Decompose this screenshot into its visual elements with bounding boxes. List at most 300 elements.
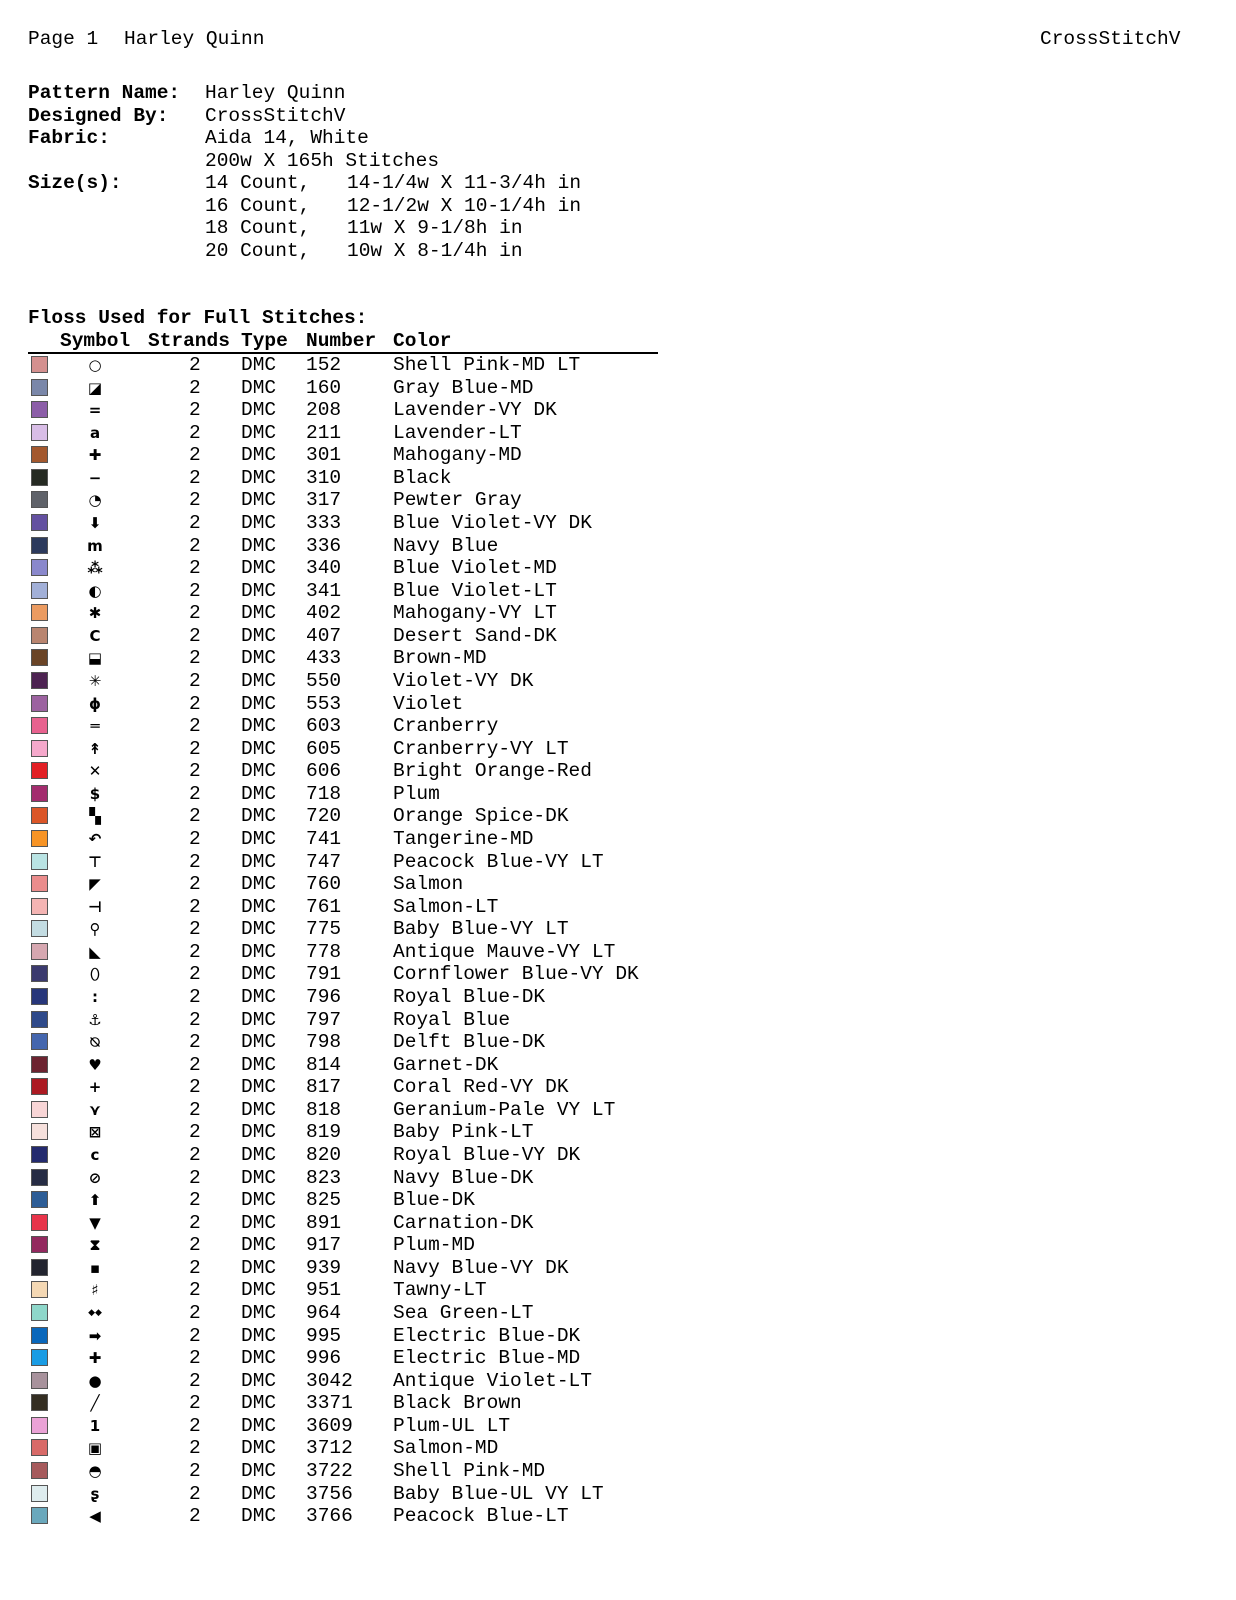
floss-type: DMC <box>241 1414 277 1437</box>
strands: 2 <box>189 1053 201 1076</box>
floss-type: DMC <box>241 399 277 422</box>
strands: 2 <box>189 1166 201 1189</box>
strands: 2 <box>189 399 201 422</box>
table-row <box>0 580 700 602</box>
floss-number: 336 <box>306 534 342 557</box>
color-name: Violet <box>393 692 464 715</box>
color-swatch <box>31 491 48 508</box>
strands: 2 <box>189 557 201 580</box>
strands: 2 <box>189 1279 201 1302</box>
color-swatch <box>31 853 48 870</box>
color-swatch <box>31 1169 48 1186</box>
strands: 2 <box>189 827 201 850</box>
stitch-symbol-icon: ◐ <box>88 581 102 600</box>
table-row <box>0 467 700 489</box>
color-name: Blue Violet-LT <box>393 579 557 602</box>
stitch-symbol-icon: ◓ <box>88 1461 102 1480</box>
floss-number: 817 <box>306 1076 342 1099</box>
color-name: Royal Blue-VY DK <box>393 1143 581 1166</box>
table-row <box>0 647 700 669</box>
table-row <box>0 693 700 715</box>
floss-number: 3042 <box>306 1369 353 1392</box>
color-swatch <box>31 559 48 576</box>
floss-number: 3609 <box>306 1414 353 1437</box>
stitch-symbol-icon: ◤ <box>89 875 101 894</box>
color-name: Cranberry <box>393 715 499 738</box>
color-swatch <box>31 1417 48 1434</box>
table-row <box>0 1009 700 1031</box>
floss-type: DMC <box>241 1031 277 1054</box>
table-row <box>0 399 700 421</box>
strands: 2 <box>189 873 201 896</box>
table-row <box>0 760 700 782</box>
strands: 2 <box>189 850 201 873</box>
stitch-symbol-icon: ✚ <box>88 1349 102 1368</box>
table-row <box>0 963 700 985</box>
table-row <box>0 873 700 895</box>
floss-type: DMC <box>241 376 277 399</box>
floss-type: DMC <box>241 1369 277 1392</box>
color-swatch <box>31 1394 48 1411</box>
color-swatch <box>31 1372 48 1389</box>
stitch-symbol-icon: c <box>90 1145 100 1164</box>
stitch-symbol-icon: 1 <box>89 1416 101 1435</box>
color-swatch <box>31 1439 48 1456</box>
stitch-symbol-icon: = <box>88 401 102 420</box>
color-swatch <box>31 537 48 554</box>
strands: 2 <box>189 715 201 738</box>
floss-number: 407 <box>306 624 342 647</box>
pattern-name-label: Pattern Name: <box>28 82 181 104</box>
table-row <box>0 422 700 444</box>
color-swatch <box>31 1033 48 1050</box>
table-row <box>0 1212 700 1234</box>
color-swatch <box>31 1011 48 1028</box>
stitch-symbol-icon: + <box>88 1078 102 1097</box>
floss-type: DMC <box>241 1121 277 1144</box>
floss-number: 3722 <box>306 1459 353 1482</box>
stitch-symbol-icon: ⊘ <box>88 1168 102 1187</box>
strands: 2 <box>189 376 201 399</box>
floss-type: DMC <box>241 1211 277 1234</box>
table-row <box>0 738 700 760</box>
table-row <box>0 1325 700 1347</box>
table-row <box>0 670 700 692</box>
floss-number: 939 <box>306 1256 342 1279</box>
floss-type: DMC <box>241 1392 277 1415</box>
floss-type: DMC <box>241 647 277 670</box>
stitch-symbol-icon: ✳ <box>88 671 102 690</box>
floss-number: 317 <box>306 489 342 512</box>
stitch-symbol-icon: ╱ <box>90 1394 100 1413</box>
color-swatch <box>31 514 48 531</box>
color-swatch <box>31 469 48 486</box>
floss-number: 995 <box>306 1324 342 1347</box>
strands: 2 <box>189 354 201 376</box>
col-color: Color <box>393 330 452 352</box>
color-name: Navy Blue-DK <box>393 1166 534 1189</box>
strands: 2 <box>189 1211 201 1234</box>
floss-number: 747 <box>306 850 342 873</box>
color-swatch <box>31 1327 48 1344</box>
color-name: Brown-MD <box>393 647 487 670</box>
color-swatch <box>31 446 48 463</box>
stitch-symbol-icon: C <box>89 626 101 645</box>
table-row <box>0 1189 700 1211</box>
floss-number: 301 <box>306 444 342 467</box>
floss-number: 791 <box>306 963 342 986</box>
floss-number: 720 <box>306 805 342 828</box>
color-swatch <box>31 627 48 644</box>
floss-type: DMC <box>241 444 277 467</box>
color-name: Baby Blue-UL VY LT <box>393 1482 604 1505</box>
color-name: Blue-DK <box>393 1189 475 1212</box>
color-swatch <box>31 1236 48 1253</box>
color-name: Violet-VY DK <box>393 669 534 692</box>
stitch-symbol-icon: ⚲ <box>89 920 101 939</box>
floss-type: DMC <box>241 534 277 557</box>
sizes-label: Size(s): <box>28 172 122 194</box>
stitch-symbol-icon: ♯ <box>91 1281 99 1300</box>
floss-type: DMC <box>241 1053 277 1076</box>
strands: 2 <box>189 1256 201 1279</box>
size-dims: 14-1/4w X 11-3/4h in <box>347 172 582 194</box>
floss-number: 333 <box>306 511 342 534</box>
strands: 2 <box>189 669 201 692</box>
strands: 2 <box>189 1121 201 1144</box>
floss-type: DMC <box>241 715 277 738</box>
floss-number: 3756 <box>306 1482 353 1505</box>
strands: 2 <box>189 985 201 1008</box>
stitch-symbol-icon: ● <box>88 1371 102 1390</box>
table-row <box>0 512 700 534</box>
color-name: Cornflower Blue-VY DK <box>393 963 639 986</box>
color-name: Gray Blue-MD <box>393 376 534 399</box>
table-row <box>0 602 700 624</box>
floss-type: DMC <box>241 1098 277 1121</box>
floss-type: DMC <box>241 895 277 918</box>
strands: 2 <box>189 737 201 760</box>
col-type: Type <box>241 330 288 352</box>
color-name: Cranberry-VY LT <box>393 737 569 760</box>
color-swatch <box>31 1349 48 1366</box>
floss-number: 917 <box>306 1234 342 1257</box>
floss-number: 891 <box>306 1211 342 1234</box>
strands: 2 <box>189 466 201 489</box>
floss-type: DMC <box>241 1143 277 1166</box>
table-row <box>0 783 700 805</box>
fabric: Aida 14, White <box>205 127 369 149</box>
floss-number: 796 <box>306 985 342 1008</box>
strands: 2 <box>189 511 201 534</box>
color-swatch <box>31 1078 48 1095</box>
stitch-symbol-icon: ↶ <box>88 829 102 848</box>
floss-type: DMC <box>241 511 277 534</box>
color-name: Antique Mauve-VY LT <box>393 940 616 963</box>
strands: 2 <box>189 1347 201 1370</box>
color-swatch <box>31 1146 48 1163</box>
floss-number: 741 <box>306 827 342 850</box>
floss-type: DMC <box>241 1008 277 1031</box>
color-name: Mahogany-MD <box>393 444 522 467</box>
color-swatch <box>31 943 48 960</box>
color-swatch <box>31 379 48 396</box>
floss-number: 3371 <box>306 1392 353 1415</box>
color-name: Royal Blue <box>393 1008 511 1031</box>
floss-type: DMC <box>241 1437 277 1460</box>
floss-number: 761 <box>306 895 342 918</box>
table-row <box>0 1392 700 1414</box>
stitch-symbol-icon: ⊤ <box>88 852 102 871</box>
stitch-symbol-icon: ⁂ <box>87 559 103 578</box>
color-swatch <box>31 965 48 982</box>
color-swatch <box>31 762 48 779</box>
color-name: Electric Blue-DK <box>393 1324 581 1347</box>
color-swatch <box>31 988 48 1005</box>
floss-number: 775 <box>306 918 342 941</box>
color-swatch <box>31 356 48 373</box>
color-name: Black Brown <box>393 1392 522 1415</box>
floss-type: DMC <box>241 669 277 692</box>
strands: 2 <box>189 1505 201 1528</box>
color-swatch <box>31 1462 48 1479</box>
fabric-label: Fabric: <box>28 127 110 149</box>
color-swatch <box>31 1304 48 1321</box>
color-name: Orange Spice-DK <box>393 805 569 828</box>
color-name: Antique Violet-LT <box>393 1369 592 1392</box>
color-name: Delft Blue-DK <box>393 1031 546 1054</box>
color-swatch <box>31 1259 48 1276</box>
color-swatch <box>31 424 48 441</box>
floss-number: 825 <box>306 1189 342 1212</box>
stitch-symbol-icon: ○ <box>88 356 102 374</box>
color-name: Plum <box>393 782 440 805</box>
table-row <box>0 986 700 1008</box>
floss-number: 797 <box>306 1008 342 1031</box>
stitch-symbol-icon: ⋎ <box>88 1100 102 1119</box>
strands: 2 <box>189 782 201 805</box>
table-row <box>0 896 700 918</box>
color-name: Peacock Blue-LT <box>393 1505 569 1528</box>
color-name: Plum-UL LT <box>393 1414 511 1437</box>
color-swatch <box>31 807 48 824</box>
floss-type: DMC <box>241 760 277 783</box>
table-row <box>0 1460 700 1482</box>
floss-type: DMC <box>241 737 277 760</box>
table-row <box>0 1099 700 1121</box>
size-count: 20 Count, <box>205 240 311 262</box>
color-name: Shell Pink-MD <box>393 1459 546 1482</box>
stitch-symbol-icon: ═ <box>90 717 100 736</box>
floss-number: 760 <box>306 873 342 896</box>
color-name: Electric Blue-MD <box>393 1347 581 1370</box>
floss-type: DMC <box>241 1076 277 1099</box>
strands: 2 <box>189 579 201 602</box>
table-row <box>0 489 700 511</box>
strands: 2 <box>189 895 201 918</box>
color-name: Shell Pink-MD LT <box>393 354 581 376</box>
table-row <box>0 1144 700 1166</box>
strands: 2 <box>189 1324 201 1347</box>
color-name: Coral Red-VY DK <box>393 1076 569 1099</box>
floss-number: 606 <box>306 760 342 783</box>
stitch-symbol-icon: ʂ <box>90 1484 100 1503</box>
color-name: Tangerine-MD <box>393 827 534 850</box>
color-swatch <box>31 604 48 621</box>
floss-type: DMC <box>241 1166 277 1189</box>
stitch-symbol-icon: ⧗ <box>89 1236 101 1255</box>
table-row <box>0 805 700 827</box>
floss-type: DMC <box>241 1324 277 1347</box>
color-name: Salmon-MD <box>393 1437 499 1460</box>
color-name: Geranium-Pale VY LT <box>393 1098 616 1121</box>
table-row <box>0 1031 700 1053</box>
floss-type: DMC <box>241 489 277 512</box>
table-row <box>0 625 700 647</box>
table-row <box>0 1054 700 1076</box>
floss-number: 996 <box>306 1347 342 1370</box>
strands: 2 <box>189 1437 201 1460</box>
floss-type: DMC <box>241 918 277 941</box>
designed-by-label: Designed By: <box>28 105 169 127</box>
color-swatch <box>31 717 48 734</box>
table-row <box>0 354 700 376</box>
color-name: Desert Sand-DK <box>393 624 557 647</box>
color-swatch <box>31 1056 48 1073</box>
floss-number: 402 <box>306 602 342 625</box>
table-row <box>0 557 700 579</box>
floss-type: DMC <box>241 421 277 444</box>
stitch-symbol-icon: ♥ <box>88 1055 102 1074</box>
strands: 2 <box>189 692 201 715</box>
color-swatch <box>31 785 48 802</box>
stitch-symbol-icon: ◀ <box>89 1507 101 1526</box>
stitch-symbol-icon: a <box>89 423 101 442</box>
floss-number: 310 <box>306 466 342 489</box>
strands: 2 <box>189 1076 201 1099</box>
stitch-symbol-icon: ➡ <box>88 1326 102 1345</box>
color-name: Lavender-VY DK <box>393 399 557 422</box>
stitch-symbol-icon: ⚓ <box>88 1010 102 1029</box>
color-name: Blue Violet-MD <box>393 557 557 580</box>
strands: 2 <box>189 1301 201 1324</box>
color-swatch <box>31 740 48 757</box>
strands: 2 <box>189 1098 201 1121</box>
stitch-symbol-icon: ↟ <box>88 739 102 758</box>
strands: 2 <box>189 1414 201 1437</box>
floss-number: 778 <box>306 940 342 963</box>
color-swatch <box>31 898 48 915</box>
color-name: Navy Blue-VY DK <box>393 1256 569 1279</box>
stitch-symbol-icon: ▣ <box>87 1439 103 1458</box>
strands: 2 <box>189 1482 201 1505</box>
stitch-symbol-icon: : <box>92 987 98 1006</box>
color-swatch <box>31 649 48 666</box>
stitch-symbol-icon: ✱ <box>88 604 102 623</box>
color-name: Pewter Gray <box>393 489 522 512</box>
floss-type: DMC <box>241 602 277 625</box>
floss-number: 550 <box>306 669 342 692</box>
size-count: 18 Count, <box>205 217 311 239</box>
floss-type: DMC <box>241 873 277 896</box>
color-swatch <box>31 1507 48 1524</box>
stitch-symbol-icon: m <box>87 536 103 555</box>
stitch-symbol-icon: ▪ <box>89 1258 101 1277</box>
table-row <box>0 1167 700 1189</box>
color-name: Navy Blue <box>393 534 499 557</box>
strands: 2 <box>189 647 201 670</box>
strands: 2 <box>189 1008 201 1031</box>
designed-by: CrossStitchV <box>205 105 346 127</box>
floss-type: DMC <box>241 579 277 602</box>
strands: 2 <box>189 805 201 828</box>
stitch-symbol-icon: ◪ <box>87 378 103 397</box>
color-swatch <box>31 1123 48 1140</box>
floss-type: DMC <box>241 1189 277 1212</box>
floss-number: 553 <box>306 692 342 715</box>
color-swatch <box>31 582 48 599</box>
floss-type: DMC <box>241 1459 277 1482</box>
floss-number: 340 <box>306 557 342 580</box>
color-name: Carnation-DK <box>393 1211 534 1234</box>
floss-type: DMC <box>241 1482 277 1505</box>
strands: 2 <box>189 918 201 941</box>
floss-type: DMC <box>241 1256 277 1279</box>
floss-number: 718 <box>306 782 342 805</box>
strands: 2 <box>189 602 201 625</box>
table-row <box>0 851 700 873</box>
color-swatch <box>31 830 48 847</box>
brand: CrossStitchV <box>1040 28 1181 50</box>
strands: 2 <box>189 1369 201 1392</box>
floss-type: DMC <box>241 624 277 647</box>
floss-number: 152 <box>306 354 342 376</box>
color-name: Sea Green-LT <box>393 1301 534 1324</box>
floss-number: 160 <box>306 376 342 399</box>
strands: 2 <box>189 444 201 467</box>
table-row <box>0 1415 700 1437</box>
floss-type: DMC <box>241 963 277 986</box>
floss-type: DMC <box>241 985 277 1008</box>
table-row <box>0 1505 700 1527</box>
table-row <box>0 1121 700 1143</box>
color-name: Baby Pink-LT <box>393 1121 534 1144</box>
strands: 2 <box>189 534 201 557</box>
size-count: 14 Count, <box>205 172 311 194</box>
floss-type: DMC <box>241 1347 277 1370</box>
stitch-symbol-icon: ▚ <box>89 807 101 826</box>
table-row <box>0 1370 700 1392</box>
floss-number: 818 <box>306 1098 342 1121</box>
size-dims: 12-1/2w X 10-1/4h in <box>347 195 582 217</box>
stitch-symbol-icon: ϕ <box>89 694 101 713</box>
strands: 2 <box>189 760 201 783</box>
stitch-symbol-icon: ⍉ <box>90 1033 100 1052</box>
page-title: Harley Quinn <box>124 28 265 50</box>
table-row <box>0 1257 700 1279</box>
size-count: 16 Count, <box>205 195 311 217</box>
floss-type: DMC <box>241 692 277 715</box>
stitch-symbol-icon: ⬓ <box>87 649 103 668</box>
stitch-symbol-icon: ✕ <box>88 762 102 781</box>
color-name: Blue Violet-VY DK <box>393 511 592 534</box>
color-swatch <box>31 1101 48 1118</box>
strands: 2 <box>189 421 201 444</box>
stitch-symbol-icon: $ <box>89 784 101 803</box>
color-name: Garnet-DK <box>393 1053 499 1076</box>
floss-number: 814 <box>306 1053 342 1076</box>
table-row <box>0 1437 700 1459</box>
